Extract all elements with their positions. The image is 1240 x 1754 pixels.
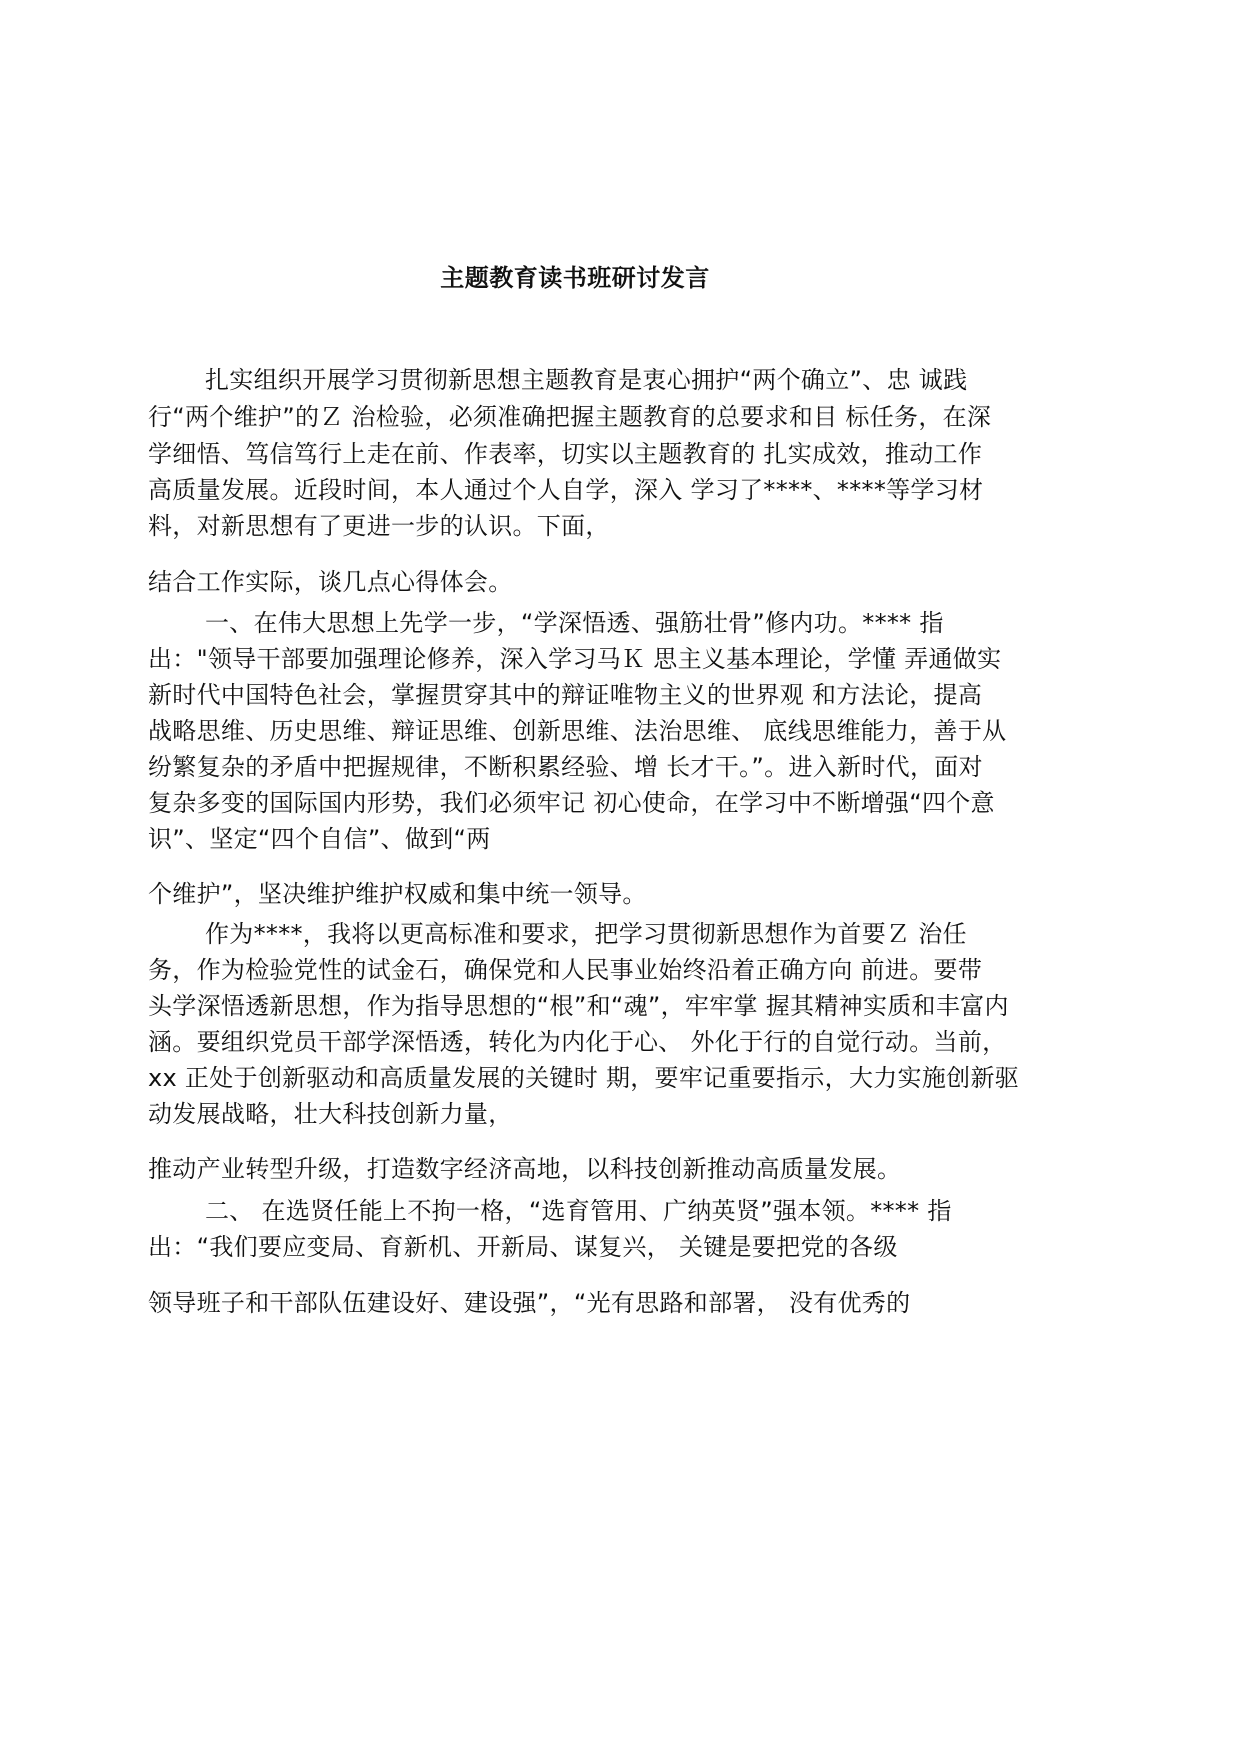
- paragraph-line: 结合工作实际，谈几点心得体会。: [148, 568, 513, 596]
- paragraph-line: 二、 在选贤任能上不拘一格，“选育管用、广纳英贤”强本领。**** 指: [205, 1197, 952, 1225]
- paragraph-line: 一、在伟大思想上先学一步，“学深悟透、强筋壮骨”修内功。**** 指: [205, 609, 944, 637]
- paragraph-line: 动发展战略，壮大科技创新力量，: [148, 1100, 513, 1128]
- paragraph-line: 务，作为检验党性的试金石，确保党和人民事业始终沿着正确方向 前进。要带: [148, 956, 983, 984]
- paragraph-line: 行“两个维护”的Ｚ 治检验，必须准确把握主题教育的总要求和目 标任务，在深: [148, 403, 992, 431]
- paragraph-line: 纷繁复杂的矛盾中把握规律，不断积累经验、增 长才干。”。进入新时代，面对: [148, 753, 983, 781]
- paragraph-line: 涵。要组织党员干部学深悟透，转化为内化于心、 外化于行的自觉行动。当前，: [148, 1028, 1007, 1056]
- paragraph-line: 复杂多变的国际国内形势，我们必须牢记 初心使命，在学习中不断增强“四个意: [148, 789, 995, 817]
- paragraph-line: 学细悟、笃信笃行上走在前、作表率，切实以主题教育的 扎实成效，推动工作: [148, 440, 983, 468]
- paragraph-line: 战略思维、历史思维、辩证思维、创新思维、法治思维、 底线思维能力，善于从: [148, 717, 1007, 745]
- paragraph-line: 出："领导干部要加强理论修养，深入学习马Ｋ 思主义基本理论，学懂 弄通做实: [148, 645, 1002, 673]
- paragraph-line: 头学深悟透新思想，作为指导思想的“根”和“魂”，牢牢掌 握其精神实质和丰富内: [148, 992, 1009, 1020]
- paragraph-line: 出：“我们要应变局、育新机、开新局、谋复兴， 关键是要把党的各级: [148, 1233, 898, 1261]
- page-title: 主题教育读书班研讨发言: [440, 264, 710, 292]
- paragraph-line: 料，对新思想有了更进一步的认识。下面，: [148, 512, 610, 540]
- paragraph-line: 领导班子和干部队伍建设好、建设强”，“光有思路和部署， 没有优秀的: [148, 1289, 911, 1317]
- paragraph-line: 高质量发展。近段时间，本人通过个人自学，深入 学习了****、****等学习材: [148, 476, 984, 504]
- paragraph-line: 作为****，我将以更高标准和要求，把学习贯彻新思想作为首要Ｚ 治任: [205, 920, 967, 948]
- paragraph-line: 推动产业转型升级，打造数字经济高地，以科技创新推动高质量发展。: [148, 1155, 902, 1183]
- paragraph-line: xx 正处于创新驱动和高质量发展的关键时 期，要牢记重要指示，大力实施创新驱: [148, 1064, 1020, 1092]
- paragraph-line: 新时代中国特色社会，掌握贯穿其中的辩证唯物主义的世界观 和方法论，提高: [148, 681, 983, 709]
- paragraph-line: 个维护”，坚决维护维护权威和集中统一领导。: [148, 880, 647, 908]
- paragraph-line: 识”、坚定“四个自信”、做到“两: [148, 825, 491, 853]
- paragraph-line: 扎实组织开展学习贯彻新思想主题教育是衷心拥护“两个确立”、忠 诚践: [205, 366, 968, 394]
